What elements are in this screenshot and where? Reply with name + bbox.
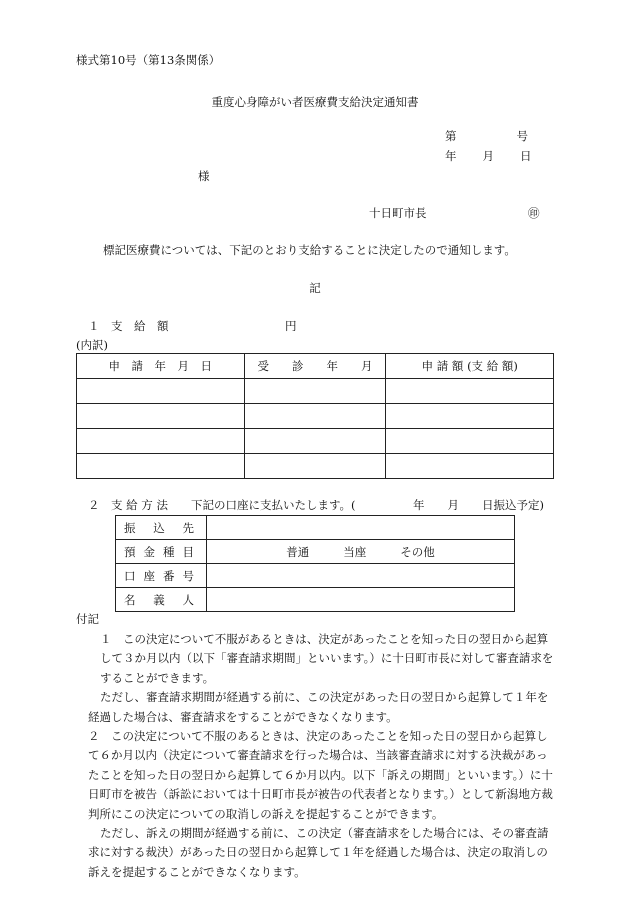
breakdown-table [76,353,554,479]
value-account-number[interactable] [207,564,515,588]
table-row [116,516,515,540]
date-year: 年 [445,149,457,163]
table-cell[interactable] [386,429,554,454]
value-account-holder[interactable] [207,588,515,612]
account-type-current[interactable]: 当座 [343,544,367,559]
recipient-suffix: 様 [198,169,210,183]
payment-method-line: ２ 支 給 方 法 下記の口座に支払いたします。( 年 月 日振込予定) [88,498,545,512]
notes-heading: 付記 [76,612,99,626]
note-1: １ この決定について不服があるときは、決定があったことを知った日の翌日から起算して３か月以内（以下「審査請求期間」といいます。）に十日町市長に対して審査請求をすることができます。 [100,632,554,685]
table-row [77,404,554,429]
col-visit-month: 受 診 年 月 [244,354,386,379]
doc-no-suffix: 号 [516,129,528,143]
breakdown-header-row [77,354,554,379]
table-cell[interactable] [244,404,386,429]
table-cell[interactable] [77,429,245,454]
table-cell[interactable] [77,404,245,429]
ki-heading: 記 [309,281,321,295]
note-2: ２ この決定について不服のあるときは、決定のあったことを知った日の翌日から起算して６か月以内（決定について審査請求を行った場合は、当該審査請求に対する決裁があったことを知った日の翌日から起算して６か月以内。以下「訴えの期間」といいます。）に十日町市を被告（訴訟においては十日町市長が被告の代表者となります。）として新潟地方裁判所にこの決定についての取消しの訴えを提起することができます。 [88,729,553,821]
col-application-date: 申 請 年 月 日 [77,354,245,379]
breakdown-label: (内訳) [76,338,108,352]
issuer-name: 十日町市長 [369,206,427,220]
table-cell[interactable] [244,429,386,454]
table-cell[interactable] [244,454,386,479]
table-cell[interactable] [77,454,245,479]
table-row [77,379,554,404]
table-cell[interactable] [386,404,554,429]
document-number [445,128,528,144]
table-cell[interactable] [77,379,245,404]
form-code: 様式第10号（第13条関係） [76,53,221,67]
intro-text: 標記医療費については、下記のとおり支給することに決定したので通知します。 [103,243,516,257]
table-cell[interactable] [386,454,554,479]
account-type-other[interactable]: その他 [400,544,435,559]
document-title: 重度心身障がい者医療費支給決定通知書 [211,95,419,109]
document-date [445,148,532,164]
table-row [77,454,554,479]
notes-body [76,630,556,882]
label-account-number: 口 座 番 号 [116,564,207,588]
table-cell[interactable] [386,379,554,404]
seal-mark: ㊞ [528,206,540,220]
label-transfer-to: 振 込 先 [116,516,207,540]
col-amount: 申 請 額 (支 給 額) [386,354,554,379]
table-row [116,564,515,588]
amount-unit: 円 [285,319,297,333]
table-row [77,429,554,454]
date-day: 日 [520,149,532,163]
note-1-proviso: ただし、審査請求期間が経過する前に、この決定があった日の翌日から起算して１年を経過した場合は、審査請求をすることができなくなります。 [88,690,549,724]
doc-no-prefix: 第 [445,129,457,143]
table-row [116,588,515,612]
table-cell[interactable] [244,379,386,404]
table-row [116,540,515,564]
label-account-type: 預 金 種 目 [116,540,207,564]
value-account-type[interactable] [207,540,515,564]
note-2-proviso: ただし、訴えの期間が経過する前に、この決定（審査請求をした場合には、その審査請求に対する裁決）があった日の翌日から起算して１年を経過した場合は、決定の取消しの訴えを提起することができなくなります。 [88,826,549,879]
value-transfer-to[interactable] [207,516,515,540]
date-month: 月 [482,149,494,163]
account-type-ordinary[interactable]: 普通 [286,544,310,559]
bank-account-table [115,515,515,612]
label-account-holder: 名 義 人 [116,588,207,612]
amount-label: １ 支 給 額 [88,319,169,333]
